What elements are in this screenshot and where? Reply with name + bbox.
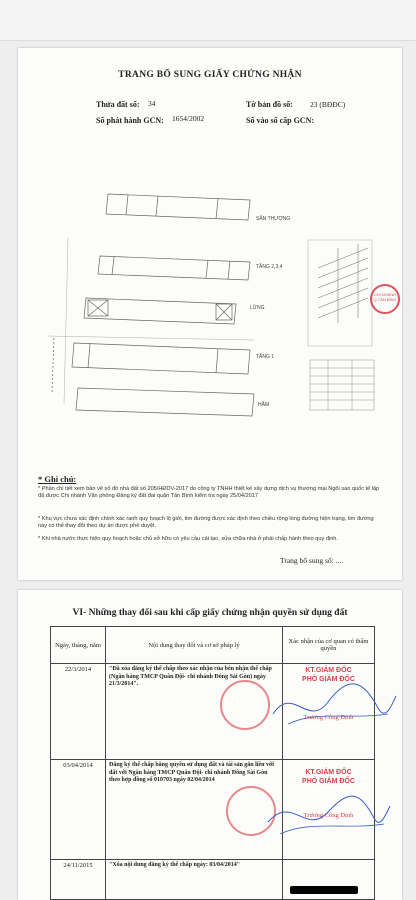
floor-label-floor-1: TẦNG 1 — [256, 354, 275, 360]
row-content: "Đã xóa đăng ký thế chấp theo xác nhận của bên nhận thế chấp (Ngân hàng TMCP Quân Đội- chi nhánh Đông Sài Gòn) ngày 21/3/2014". — [106, 664, 283, 760]
row-date: 03/04/2014 — [51, 760, 106, 860]
redaction-bar — [290, 886, 358, 894]
cert-number-value: 1654/2002 — [172, 114, 205, 123]
signature-mark — [262, 786, 392, 846]
floor-label-mezzanine: LỬNG — [250, 305, 265, 311]
supplement-page-number: Trang bổ sung số: .... — [280, 556, 344, 565]
register-number-label: Số vào sổ cấp GCN: — [246, 116, 315, 125]
floor-label-floor-2-3-4: TẦNG 2,3,4 — [256, 264, 283, 270]
map-label: Tờ bản đồ số: — [246, 100, 293, 109]
page-title: TRANG BỔ SUNG GIẤY CHỨNG NHẬN — [118, 70, 302, 80]
floor-plan-drawing — [18, 178, 402, 418]
header-date: Ngày, tháng, năm — [51, 627, 106, 664]
note-3: * Khi nhà nước thực hiện quy hoạch hoặc chủ sở hữu có yêu cầu cải tạo, sửa chữa nhà ở phải chấp hành theo quy định. — [38, 536, 338, 542]
row-date: 24/11/2015 — [51, 860, 106, 900]
confirm-title: KT.GIÁM ĐỐC PHÓ GIÁM ĐỐC — [302, 667, 355, 683]
table-header-row — [51, 627, 375, 664]
cert-number-label: Số phát hành GCN: — [96, 116, 164, 125]
row-date: 22/3/2014 — [51, 664, 106, 760]
section-title: VI- Những thay đổi sau khi cấp giấy chứng nhận quyền sử dụng đất — [72, 608, 348, 618]
header-confirmation: Xác nhận của cơ quan có thẩm quyền — [283, 627, 375, 664]
floor-label-basement: HẦM — [258, 402, 270, 408]
stamp-text: CHI NHÁNH Q.TÂN BÌNH — [373, 292, 397, 302]
signature-mark — [268, 674, 398, 734]
map-value: 23 (BĐĐC) — [310, 100, 346, 109]
changes-after-issuance-page — [18, 590, 402, 900]
floor-label-rooftop: SÂN THƯỢNG — [256, 216, 291, 222]
header-content: Nội dung thay đổi và cơ sở pháp lý — [106, 627, 283, 664]
red-seal — [220, 680, 270, 730]
viewer-top-bar — [0, 0, 416, 41]
signer-name: Trương Công Định — [303, 812, 354, 819]
note-2: * Khu vực chưa xác định chính xác ranh quy hoạch lộ giới, tim đường được xác định theo chiều rộng lòng đường hiện trạng, tim đường này có thể thay đổi theo dự án được phê duyệt. — [38, 516, 374, 529]
certificate-supplement-page — [18, 48, 402, 580]
red-stamp — [370, 284, 400, 314]
signer-name: Trương Công Định — [303, 714, 354, 721]
note-1: * Phần chi tiết xem bản vẽ số đồ nhà đất số 205/HĐDV-2017 do công ty TNHH thiết kế xây dựng dịch vụ thương mại Ngôi sao quốc tế lập đã được Chi nhánh Văn phòng Đăng ký đất đai quận Tân Bình kiểm tra ngày 25/04/2017 — [38, 486, 380, 499]
row-content: Đăng ký thế chấp bằng quyền sử dụng đất và tài sản gắn liền với đất với Ngân hàng TMCP Quân Đội- chi nhánh Đông Sài Gòn theo hợp đồng số 010703 ngày 02/04/2014 — [106, 760, 283, 860]
parcel-label: Thửa đất số: — [96, 100, 140, 109]
changes-table — [50, 626, 375, 900]
row-content: "Xóa nội dung đăng ký thế chấp ngày: 03/04/2014" — [106, 860, 283, 900]
parcel-value: 34 — [148, 99, 156, 108]
confirm-title: KT.GIÁM ĐỐC PHÓ GIÁM ĐỐC — [302, 769, 355, 785]
notes-title: * Ghi chú: — [38, 474, 77, 484]
